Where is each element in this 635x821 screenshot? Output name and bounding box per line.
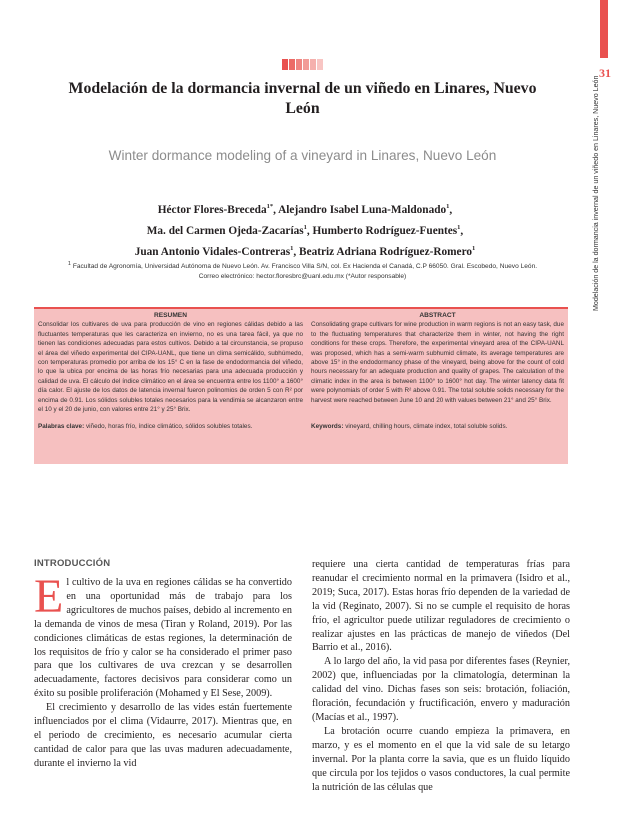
section-heading-introduccion: INTRODUCCIÓN xyxy=(34,558,111,569)
author-name: Héctor Flores-Breceda xyxy=(157,203,267,216)
resumen-text: Consolidar los cultivares de uva para producción de vino en regiones cálidas debido a las fluctuantes temperaturas que les caracteriza en invierno, no es una tarea fácil, ya que no tienen las condiciones adecuadas para estos cultivos. Debido a tal circunstancia, se propuso el área del viñedo experimental del CIPA-UANL, que tiene un clima semicálido, subhúmedo, con temperaturas promedio por arriba de los 15° C en la fase de endodormancia del viñedo, lo que la ubica por encima de las horas frío necesarias para una adecuada producción y calidad de uva. El cálculo del índice climático en el área se encuentra entre los 1100° a 1600° día calor. El ajuste de los datos de latencia invernal fueron polinomios de orden 5 con R² por encima de 0.91. Los sólidos solubles totales necesarios para la vendimia se alcanzaron entre el 10 y el 20 de junio, con valores entre 21° y 25° Brix. xyxy=(38,321,303,414)
resumen-keywords xyxy=(38,422,303,431)
deco-square xyxy=(289,59,295,70)
body-column-left xyxy=(34,570,292,771)
keywords-label: Palabras clave: xyxy=(38,423,85,431)
resumen-heading: RESUMEN xyxy=(154,312,187,319)
abstract-heading: ABSTRACT xyxy=(419,312,456,319)
author-sup: 1 xyxy=(303,223,307,231)
body-paragraph: A lo largo del año, la vid pasa por diferentes fases (Reynier, 2002) que, influenciadas por la climatología, determinan la calidad del vino. Dichas fases son seis: brotación, foliación, floración, fecundación y fructificación, envero y maduración (Macías et al., 1997). xyxy=(312,656,570,723)
deco-square xyxy=(303,59,309,70)
affiliation-line xyxy=(50,260,555,272)
affiliation-text: Facultad de Agronomía, Universidad Autónoma de Nuevo León. Av. Francisco Villa S/N, col. Ex Hacienda el Canadá, C.P 66050. Gral. Escobedo, Nuevo León. xyxy=(72,263,538,271)
author-line: Héctor Flores-Breceda$^{1*}$, Alejandro Isabel Luna-Maldonado$^1$, xyxy=(157,203,453,216)
drop-cap: E xyxy=(34,570,64,623)
running-head: Modelación de la dormancia invernal de un viñedo en Linares, Nuevo León xyxy=(592,75,600,311)
author-sup: 1 xyxy=(457,223,461,231)
author-sup: 1 xyxy=(472,244,476,252)
article-subtitle: Winter dormance modeling of a vineyard in Linares, Nuevo León xyxy=(108,148,497,163)
contact-email: Correo electrónico: hector.floresbrc@uanl.edu.mx (*Autor responsable) xyxy=(198,272,407,280)
affiliation xyxy=(50,260,555,281)
author-line: Ma. del Carmen Ojeda-Zacarías$^1$, Humberto Rodríguez-Fuentes$^1$, xyxy=(146,223,464,237)
body-paragraph xyxy=(34,570,292,701)
abstract-text: Consolidating grape cultivars for wine production in warm regions is not an easy task, due to the fluctuating temperatures that characterize them in winter, not having the right conditions for these crops. Therefore, the experimental vineyard area of the CIPA-UANL was proposed, which has a semi-warm subhumid climate, its average temperatures are above 15° in the endodormancy phase of the vineyard, being above for the count of cold hours necessary for an adequate production and quality of grapes. The calculation of the climatic index in the area is between 1100° to 1600° hot day. The winter latency data fit were polynomials of order 5 with R² above 0.91. The total soluble solids necessary for the harvest were reached between June 10 and 20 with values between 21° and 25° Brix. xyxy=(311,321,564,404)
resumen-column xyxy=(38,311,303,432)
keywords-text: viñedo, horas frío, índice climático, sólidos solubles totales. xyxy=(84,423,253,431)
author-list xyxy=(80,198,530,260)
paragraph-text: l cultivo de la uva en regiones cálidas se ha convertido en una oportunidad más de trabajo para los agricultores de muchos países, debido al incremento en la demanda de vinos de mesa (Tiran y Roland, 2019). Por las condiciones climáticas de estas regiones, la determinación de los requisitos de frío y calor se ha considerado el primer paso para que los cultivares de uva crezcan y se desarrollen adecuadamente, factores decisivos para considerar como un éxito su posible proliferación (Mohamed y El Sese, 2009). xyxy=(34,577,292,700)
author-name: , Beatriz Adriana Rodríguez-Romero xyxy=(293,245,473,258)
title-decoration xyxy=(282,59,324,70)
body-paragraph: La brotación ocurre cuando empieza la primavera, en marzo, y es el momento en el que la vid sale de su letargo invernal. Por la planta corre la savia, que es un fluido líquido que circula por los tejidos o vasos conductores, la cual permite la nutrición de las células que xyxy=(312,725,570,793)
affiliation-sup: 1 xyxy=(67,261,71,267)
author-sup: 1 xyxy=(446,203,450,210)
keywords-label: Keywords: xyxy=(311,423,344,431)
body-paragraph: requiere una cierta cantidad de temperaturas frías para reanudar el crecimiento normal en la primavera (Isidro et al., 2019; Suca, 2017). Estas horas frío dependen de la variedad de la vid (Reginato, 2007). Si no se cumple el requisito de horas frío, el agricultor puede utilizar reguladores de crecimiento o realizar ajustes en las prácticas de manejo de viñedos (Del Barrio et al., 2016). xyxy=(312,559,570,654)
deco-square xyxy=(296,59,302,70)
author-name: Ma. del Carmen Ojeda-Zacarías xyxy=(146,224,304,237)
deco-square xyxy=(317,59,323,70)
article-title: Modelación de la dormancia invernal de un viñedo en Linares, Nuevo León xyxy=(68,80,537,117)
body-paragraph: El crecimiento y desarrollo de las vides están fuertemente influenciados por el clima (Vidaurre, 2017). Mientras que, en el periodo de crecimiento, es necesario acumular cierta cantidad de calor para que las uvas maduren adecuadamente, durante el invierno la vid xyxy=(34,702,292,769)
author-name: , Alejandro Isabel Luna-Maldonado xyxy=(273,203,447,216)
page-number: 31 xyxy=(599,66,611,80)
author-name: , Humberto Rodríguez-Fuentes xyxy=(306,224,458,237)
abstract-keywords xyxy=(311,422,564,431)
author-name: Juan Antonio Vidales-Contreras xyxy=(134,245,291,258)
author-line xyxy=(80,240,530,261)
abstract-column xyxy=(311,311,564,431)
deco-square xyxy=(310,59,316,70)
author-sup: 1* xyxy=(266,203,274,210)
keywords-text: vineyard, chilling hours, climate index, total soluble solids. xyxy=(343,423,508,431)
deco-square xyxy=(282,59,288,70)
page-accent-bar xyxy=(600,0,608,58)
author-sup: 1 xyxy=(290,244,294,252)
body-column-right xyxy=(312,558,570,794)
